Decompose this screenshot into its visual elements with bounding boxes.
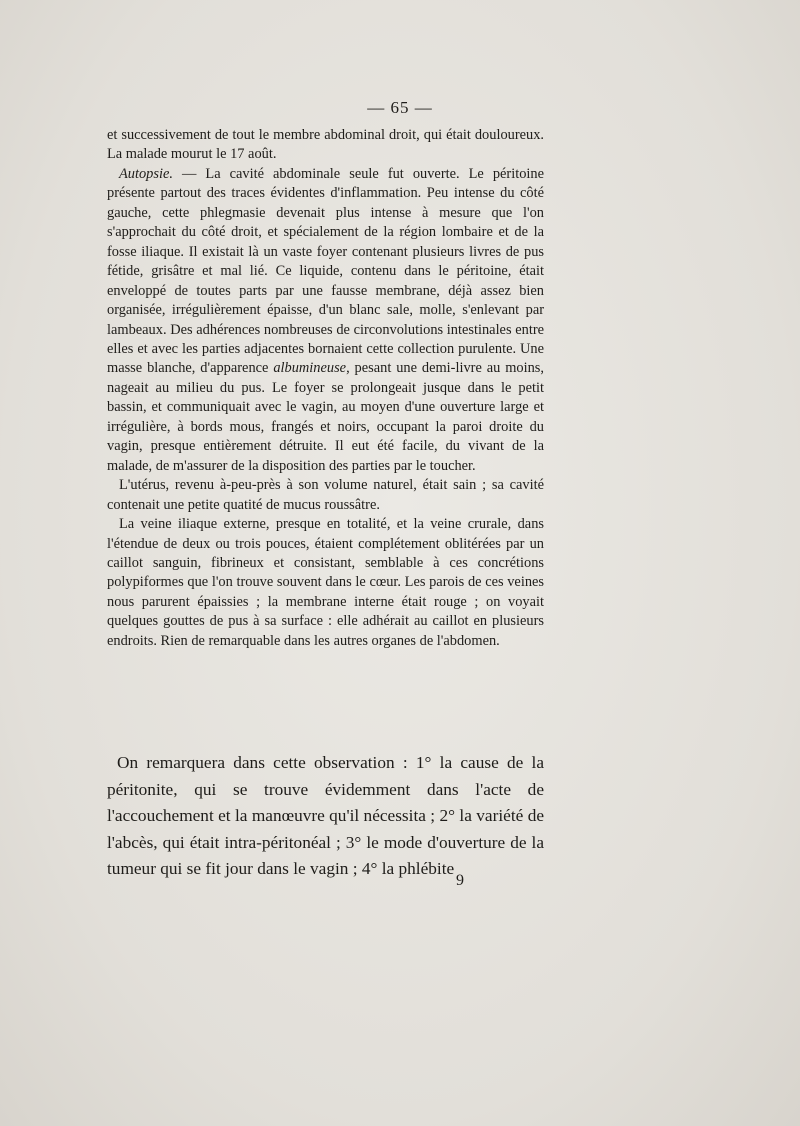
paragraph-remarque: On remarquera dans cette observation : 1° la cause de la péritonite, qui se trouve évidemment dans l'acte de l'accouchement et la manœuvre qu'il nécessita ; 2° la variété de l'abcès, qui était intra-péritonéal ; 3° le mode d'ouverture de la tumeur qui se fit jour dans le vagin ; 4° la phlébite [107,753,544,879]
paragraph-autopsie [107,165,544,476]
autopsie-text: — La cavité abdominale seule fut ouverte. Le péritoine présente partout des traces évidentes d'inflammation. Peu intense du côté gauche, cette phlegmasie devenait plus intense à mesure que l'on s'approchait du côté droit, et spécialement de la région lombaire et de la fosse iliaque. Il existait là un vaste foyer contenant plusieurs livres de pus fétide, grisâtre et mal lié. Ce liquide, contenu dans le péritoine, était enveloppé de toutes parts par une fausse membrane, déjà assez bien organisée, irrégulièrement épaisse, d'un blanc sale, molle, s'enlevant par lambeaux. Des adhérences nombreuses de circonvolutions intestinales entre elles et avec les parties adjacentes bornaient cette collection purulente. Une masse blanche, d'apparence [107,165,544,377]
page-number: — 65 — [367,98,433,117]
case-report-text [107,126,544,651]
paragraph-1: et successivement de tout le membre abdominal droit, qui était douloureux. La malade mourut le 17 août. [107,127,544,163]
autopsie-text-rest: , pesant une demi-livre au moins, nageait au milieu du pus. Le foyer se prolongeait jusque dans le petit bassin, et communiquait avec le vagin, au moyen d'une ouverture large et irrégulière, à bords mous, frangés et noirs, occupant la paroi droite du vagin, presque entièrement détruite. Il eut été facile, du vivant de la malade, de m'assurer de la disposition des parties par le toucher. [107,360,544,474]
albumineuse-word: albumineuse [273,360,347,377]
autopsie-heading: Autopsie. [119,165,173,182]
commentary-text [107,750,544,883]
paragraph-uterus: L'utérus, revenu à-peu-près à son volume naturel, était sain ; sa cavité contenait une petite quatité de mucus roussâtre. [107,477,544,513]
signature-mark: 9 [456,872,464,889]
paragraph-veine: La veine iliaque externe, presque en totalité, et la veine crurale, dans l'étendue de deux ou trois pouces, étaient complétement oblitérées par un caillot sanguin, fibrineux et consistant, semblable à ces concrétions polypiformes que l'on trouve souvent dans le cœur. Les parois de ces veines nous parurent épaissies ; la membrane interne était rouge ; on voyait quelques gouttes de pus à sa surface : elle adhérait au caillot en plusieurs endroits. Rien de remarquable dans les autres organes de l'abdomen. [107,516,544,649]
